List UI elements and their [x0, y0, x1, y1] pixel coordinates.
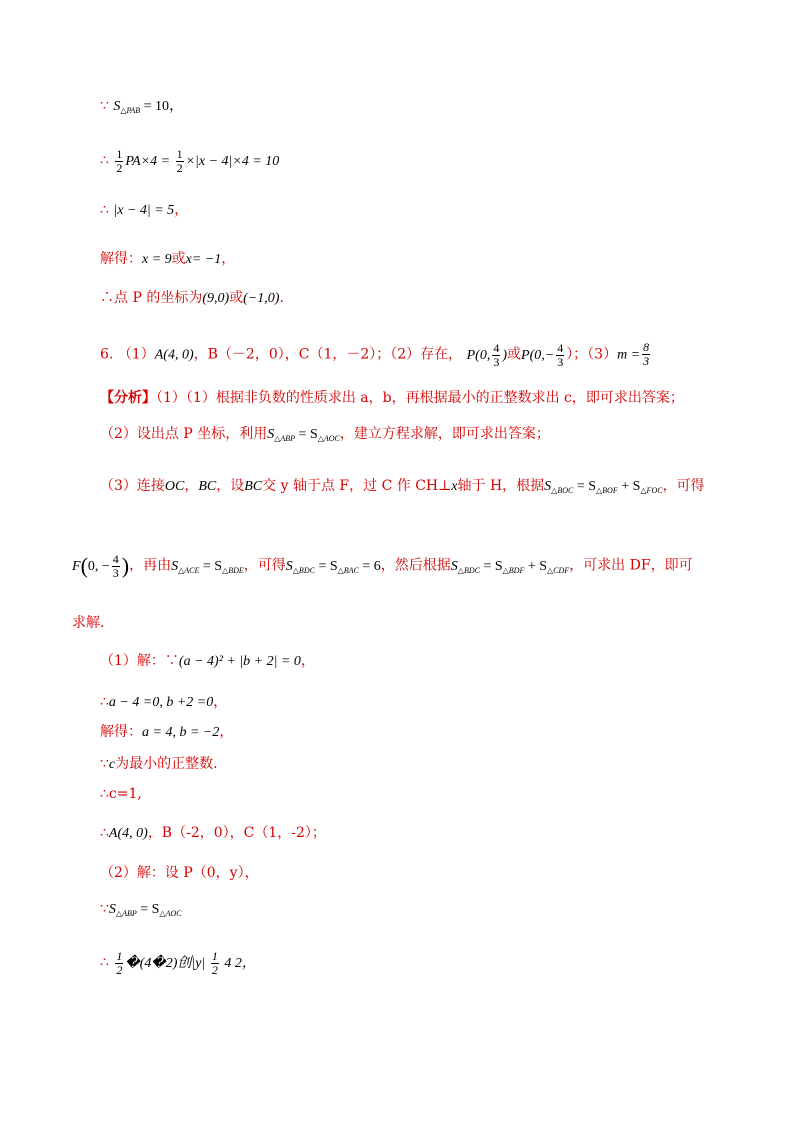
solution-line-6: ∴A(4, 0)，B（-2，0），C（1，-2）； — [100, 825, 326, 841]
solution-line-1: （1）解：∵(a − 4)² + |b + 2| = 0， — [100, 653, 315, 669]
analysis-line-4: F(0, − $\frac{4}{3}$ )，再由$S_{\triangle ACE} = S_{\triangle BDE}$，可得$S_{\triangle BDC} = S_{\triangle BAC} = 6$，然后根据$S_{\triangle BDC} = S_{\triangle BDF} + S_{\triangle CDF}$，可求出 DF，即可 — [72, 552, 693, 580]
answer-line: 6. （1）A(4, 0)，B（－2，0），C（1，－2）；（2）存在， P(0, $\frac{4}{3}$ )或P(0,− $\frac{4}{3}$ ）；（3）m = $\frac{8}{3}$ — [100, 340, 650, 369]
point-f: F(0, − $\frac{4}{3}$ ) — [72, 552, 130, 580]
analysis-line-1: 【分析】（1）（1）根据非负数的性质求出 a，b，再根据最小的正整数求出 c，即可求出答案； — [100, 390, 684, 406]
question-number: 6. — [100, 346, 114, 363]
line-3: ∴ |x − 4| = 5， — [100, 202, 189, 218]
because-symbol: ∵ — [100, 98, 109, 114]
therefore-symbol: ∴ — [100, 152, 109, 169]
line-4: 解得：x = 9或x= −1， — [100, 251, 236, 267]
analysis-line-3: （3）连接OC，BC，设BC交 y 轴于点 F，过 C 作 CH⊥x轴于 H，根据$S_{\triangle BOC} = S_{\triangle BOF} + S_{\triangle FOC}$，可得 — [100, 478, 705, 495]
area-expression: $\frac{1}{2}$ PA×4 = $\frac{1}{2}$ ×|x − 4|×4 = 10 — [116, 147, 280, 175]
solution-line-5: ∴c=1, — [100, 786, 142, 802]
area-equation: $S_{\triangle PAB} = 10$ — [113, 99, 170, 115]
solution-line-2: ∴a − 4 =0, b +2 =0， — [100, 694, 228, 710]
line-2 — [100, 148, 279, 175]
solution-line-3: 解得：a = 4, b = −2， — [100, 724, 234, 740]
garbled-equation: $\frac{1}{2}$ �(4�2)创|y| $\frac{1}{2}$ 4 2， — [116, 949, 256, 977]
line-1: ∵ $S_{\triangle PAB} = 10$， — [100, 98, 184, 115]
therefore-symbol: ∴ — [100, 202, 109, 218]
line-5: ∴点 P 的坐标为(9,0)或(−1,0). — [100, 290, 284, 306]
solution-line-8: $\because S_{\triangle ABP} = S_{\triangle AOC}$ — [100, 901, 182, 918]
point-p-negative: P(0,− $\frac{4}{3}$ — [521, 340, 564, 369]
analysis-line-2: （2）设出点 P 坐标，利用$S_{\triangle ABP} = S_{\triangle AOC}$，建立方程求解，即可求出答案； — [100, 426, 550, 443]
solution-line-4: ∵c为最小的正整数. — [100, 756, 218, 772]
solution-line-9: ∴ $\frac{1}{2}$ �(4�2)创|y| $\frac{1}{2}$ 4 2， — [100, 949, 256, 977]
solution-line-7: （2）解：设 P（0，y）， — [100, 865, 259, 881]
analysis-line-5: 求解. — [72, 615, 105, 631]
point-p-positive: P(0, $\frac{4}{3}$ ) — [466, 340, 508, 369]
analysis-tag: 【分析】 — [100, 390, 156, 406]
abs-equation: |x − 4| = 5 — [113, 203, 175, 218]
